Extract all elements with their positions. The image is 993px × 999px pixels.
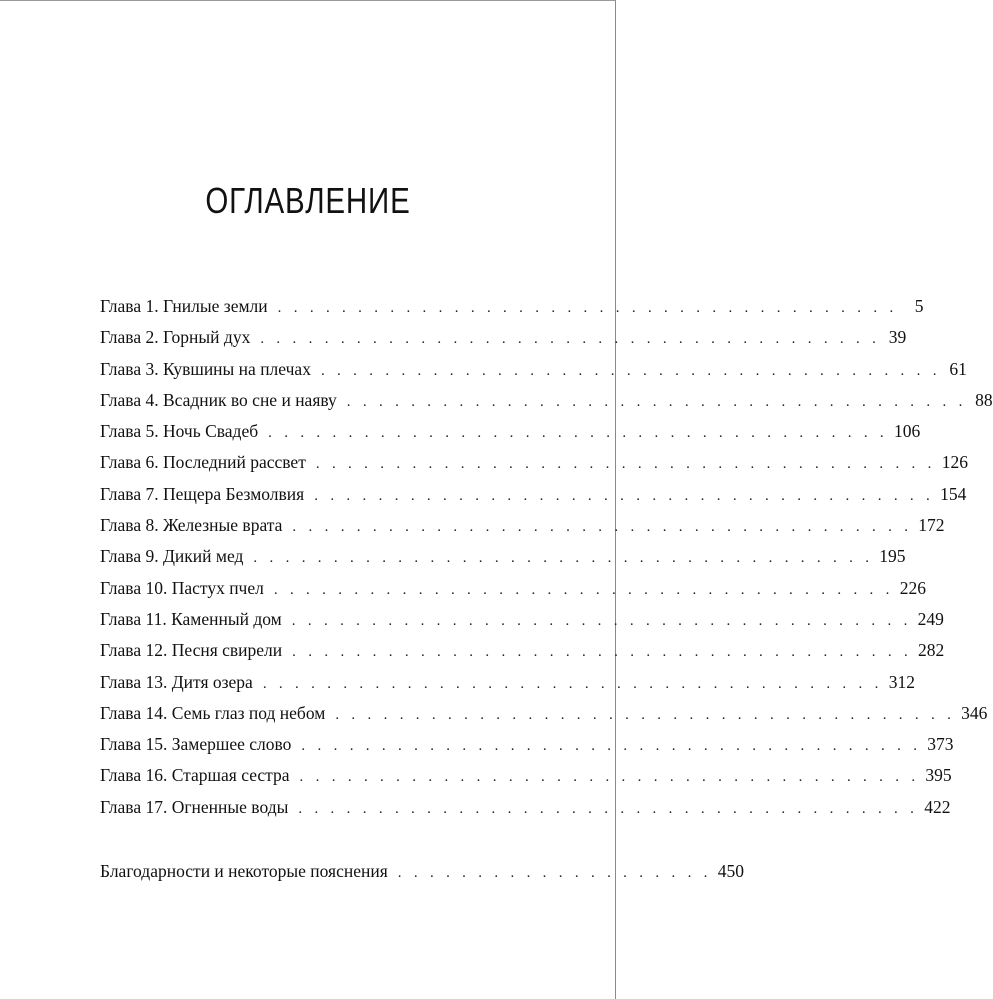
toc-entry-chapter-10: [100, 573, 926, 604]
toc-entry-page: 422: [924, 796, 951, 817]
toc-entry-page: 126: [941, 452, 968, 473]
toc-entry-title: Глава 6. Последний рассвет: [100, 452, 306, 473]
toc-leader-dots: . . . . . . . . . . . . . . . . . . . . . . . . . . . . . . . . . . . . . . .: [268, 425, 888, 442]
toc-entry-page: 172: [918, 515, 945, 536]
toc-entry-page: 312: [888, 671, 915, 692]
toc-entry-chapter-15: [100, 729, 954, 760]
toc-entry-page: 5: [914, 296, 924, 316]
toc-leader-dots: . . . . . . . . . . . . . . . . . . . . . . . . . . . . . . . . . . . . . . .: [346, 393, 967, 410]
table-of-contents: [100, 291, 993, 823]
toc-entry-chapter-7: [100, 479, 967, 510]
toc-entry-page: 282: [918, 640, 945, 661]
toc-entry-page: 373: [927, 734, 954, 755]
toc-entry-title: Глава 12. Песня свирели: [100, 640, 283, 661]
toc-entry-page: 195: [879, 546, 906, 567]
toc-leader-dots: . . . . . . . . . . . . . . . . . . . . . . . . . . . . . . . . . . . . . . .: [273, 581, 894, 598]
toc-entry-title: Глава 17. Огненные воды: [100, 796, 289, 817]
toc-entry-chapter-8: [100, 510, 945, 541]
toc-leader-dots: . . . . . . . . . . . . . . . . . . . . . . . . . . . . . . . . . . . . . . .: [299, 769, 920, 786]
toc-entry-chapter-13: [100, 667, 915, 698]
toc-leader-dots: . . . . . . . . . . . . . . . . . . . . . . . . . . . . . . . . . . . . . . .: [314, 487, 935, 504]
toc-entry-title: Глава 10. Пастух пчел: [100, 577, 264, 598]
toc-entry-page: 395: [925, 765, 952, 786]
toc-leader-dots: . . . . . . . . . . . . . . . . . . . . . . . . . . . . . . . . . . . . . . .: [291, 612, 912, 629]
toc-leader-dots: . . . . . . . . . . . . . . . . . . . . . . . . . . . . . . . . . . . . . . .: [260, 331, 881, 348]
toc-entry-afterword: [100, 856, 744, 887]
toc-entry-page: 249: [917, 608, 944, 629]
toc-entry-page: 88: [975, 389, 993, 410]
toc-entry-title: Глава 16. Старшая сестра: [100, 765, 290, 786]
toc-entry-title: Глава 3. Кувшины на плечах: [100, 358, 311, 379]
toc-leader-dots: . . . . . . . . . . . . . . . . . . . . . . . . . . . . . . . . . . . . . . .: [253, 550, 874, 567]
toc-entry-chapter-2: [100, 322, 907, 353]
toc-entry-chapter-17: [100, 792, 951, 823]
toc-entry-title: Глава 5. Ночь Свадеб: [100, 421, 259, 442]
toc-leader-dots: . . . . . . . . . . . . . . . . . . . . . . . . . . . . . . . . . . . . . . .: [301, 738, 922, 755]
toc-entry-chapter-11: [100, 604, 944, 635]
toc-leader-dots: . . . . . . . . . . . . . . . . . . . . . . . . . . . . . . . . . . . . . . .: [320, 362, 941, 379]
page-title: ОГЛАВЛЕНИЕ: [205, 180, 411, 221]
toc-leader-dots: . . . . . . . . . . . . . . . . . . . . . . . . . . . . . . . . . . . . . . .: [292, 644, 912, 661]
toc-entry-page: 154: [940, 483, 967, 504]
toc-entry-chapter-12: [100, 635, 945, 666]
toc-entry-title: Глава 7. Пещера Безмолвия: [100, 483, 305, 504]
toc-entry-page: 106: [893, 421, 921, 442]
toc-entry-chapter-4: [100, 385, 993, 416]
toc-entry-title: Глава 1. Гнилые земли: [100, 296, 268, 316]
toc-entry-title: Глава 13. Дитя озера: [100, 671, 253, 692]
toc-leader-dots: . . . . . . . . . . . . . . . . . . . . . . . . . . . . . . . . . . . . . . .: [315, 456, 936, 473]
toc-entry-chapter-14: [100, 698, 988, 729]
toc-leader-dots: . . . . . . . . . . . . . . . . . . . . . . . . . . . . . . . . . . . . . . .: [298, 800, 919, 817]
toc-entry-title: Глава 14. Семь глаз под небом: [100, 702, 326, 723]
toc-leader-dots: . . . . . . . . . . . . . . . . . . . . . . . . . . . . . . . . . . . . . . .: [262, 675, 883, 692]
toc-entry-chapter-6: [100, 447, 968, 478]
toc-afterword: [100, 856, 744, 887]
toc-entry-page: 226: [899, 577, 926, 598]
toc-leader-dots: . . . . . . . . . . . . . . . . . . . . . . . . . . . . . . . . . . . . . . .: [277, 300, 898, 316]
toc-entry-chapter-16: [100, 760, 952, 791]
toc-entry-title: Глава 11. Каменный дом: [100, 608, 282, 629]
toc-entry-chapter-1: [100, 291, 924, 322]
toc-entry-page: 61: [949, 358, 967, 379]
toc-leader-dots: . . . . . . . . . . . . . . . . . . . .: [397, 865, 712, 881]
toc-entry-chapter-3: [100, 354, 967, 385]
toc-entry-chapter-5: [100, 416, 921, 447]
toc-entry-title: Глава 4. Всадник во сне и наяву: [100, 389, 337, 410]
toc-entry-page: 39: [888, 327, 907, 348]
toc-entry-page: 450: [717, 861, 744, 881]
toc-entry-title: Благодарности и некоторые пояснения: [100, 861, 388, 881]
toc-entry-title: Глава 8. Железные врата: [100, 515, 283, 536]
toc-entry-page: 346: [961, 702, 988, 723]
toc-entry-title: Глава 2. Горный дух: [100, 327, 251, 348]
toc-leader-dots: . . . . . . . . . . . . . . . . . . . . . . . . . . . . . . . . . . . . . . .: [292, 519, 913, 536]
toc-entry-title: Глава 9. Дикий мед: [100, 546, 244, 567]
toc-leader-dots: . . . . . . . . . . . . . . . . . . . . . . . . . . . . . . . . . . . . . . .: [335, 706, 956, 723]
toc-entry-chapter-9: [100, 541, 906, 572]
toc-entry-title: Глава 15. Замершее слово: [100, 734, 292, 755]
